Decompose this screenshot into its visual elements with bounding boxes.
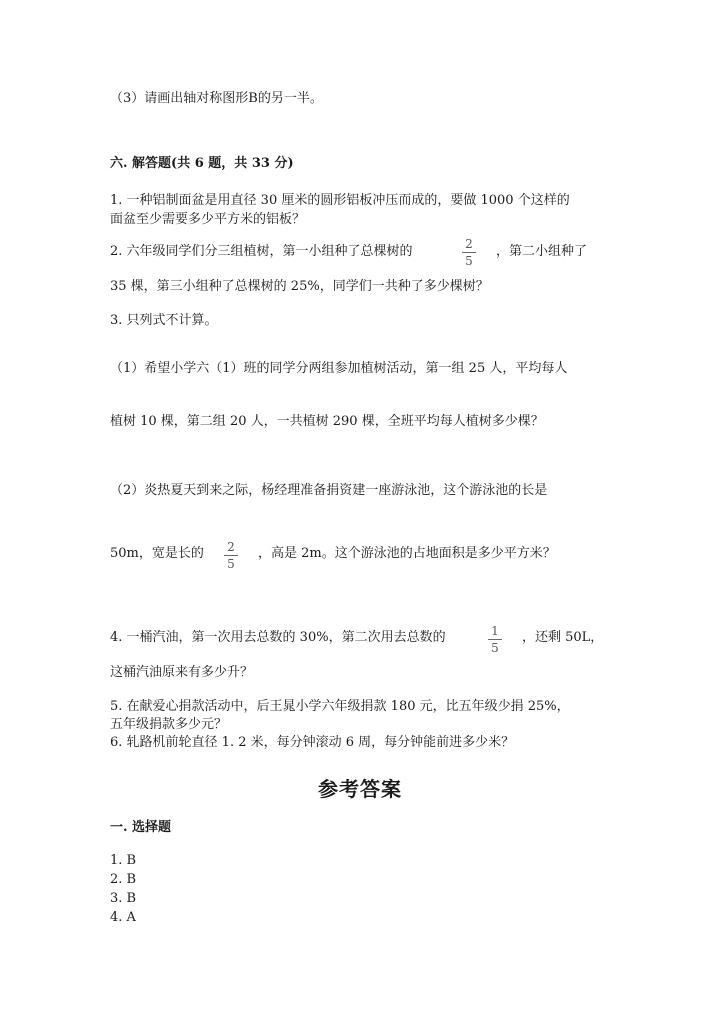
q3-sub2-fraction-denominator: 5 xyxy=(227,557,235,571)
q4-line-1a: 4. 一桶汽油，第一次用去总数的 30%，第二次用去总数的 xyxy=(110,630,446,645)
q2-line-1b: ，第二小组种了 xyxy=(496,244,588,259)
q2-fraction xyxy=(462,237,476,268)
answer-item: 3. B xyxy=(110,891,137,906)
q4-line-2: 这桶汽油原来有多少升？ xyxy=(110,665,254,680)
q3-sub1-line-2: 植树 10 棵，第二组 20 人，一共植树 290 棵，全班平均每人植树多少棵？ xyxy=(110,414,544,429)
q1-line-1: 1. 一种铝制面盆是用直径 30 厘米的圆形铝板冲压而成的，要做 1000 个这样的 xyxy=(110,193,570,208)
answers-section-1-heading: 一. 选择题 xyxy=(110,820,172,835)
section-6-heading: 六. 解答题(共 6 题，共 33 分) xyxy=(110,156,294,171)
answers-title: 参考答案 xyxy=(318,777,402,801)
q3-sub2-line-2a: 50m，宽是长的 xyxy=(110,546,204,561)
q4-fraction-denominator: 5 xyxy=(491,641,499,655)
q1-line-2: 面盆至少需要多少平方米的铝板？ xyxy=(110,212,306,227)
q6-line-1: 6. 轧路机前轮直径 1. 2 米，每分钟滚动 6 周，每分钟能前进多少米？ xyxy=(110,735,515,750)
q3-draw-instruction: （3）请画出轴对称图形B的另一半。 xyxy=(110,91,323,106)
q2-fraction-bar xyxy=(462,252,476,253)
q4-fraction-numerator: 1 xyxy=(491,624,499,638)
q2-fraction-numerator: 2 xyxy=(465,237,473,251)
q4-line-1b: ，还剩 50L， xyxy=(522,630,604,645)
q4-fraction xyxy=(488,624,502,655)
q5-line-1: 5. 在献爱心捐款活动中，后王晁小学六年级捐款 180 元，比五年级少捐 25%， xyxy=(110,699,570,714)
q5-line-2: 五年级捐款多少元？ xyxy=(110,717,228,732)
answer-item: 1. B xyxy=(110,853,137,868)
q2-fraction-denominator: 5 xyxy=(465,254,473,268)
q2-line-1a: 2. 六年级同学们分三组植树，第一小组种了总棵树的 xyxy=(110,244,413,259)
answer-item: 2. B xyxy=(110,872,137,887)
q3-sub2-fraction-numerator: 2 xyxy=(227,540,235,554)
q3-sub2-line-1: （2）炎热夏天到来之际，杨经理准备捐资建一座游泳池，这个游泳池的长是 xyxy=(110,483,548,498)
q4-fraction-bar xyxy=(488,639,502,640)
answer-item: 4. A xyxy=(110,910,136,925)
q3-sub2-line-2b: ，高是 2m。这个游泳池的占地面积是多少平方米？ xyxy=(258,546,556,561)
q3-sub1-line-1: （1）希望小学六（1）班的同学分两组参加植树活动，第一组 25 人，平均每人 xyxy=(110,361,568,376)
q3-sub2-fraction-bar xyxy=(224,555,238,556)
q3-heading: 3. 只列式不计算。 xyxy=(110,313,218,328)
q2-line-2: 35 棵，第三小组种了总棵树的 25%，同学们一共种了多少棵树？ xyxy=(110,279,489,294)
q3-sub2-fraction xyxy=(224,540,238,571)
